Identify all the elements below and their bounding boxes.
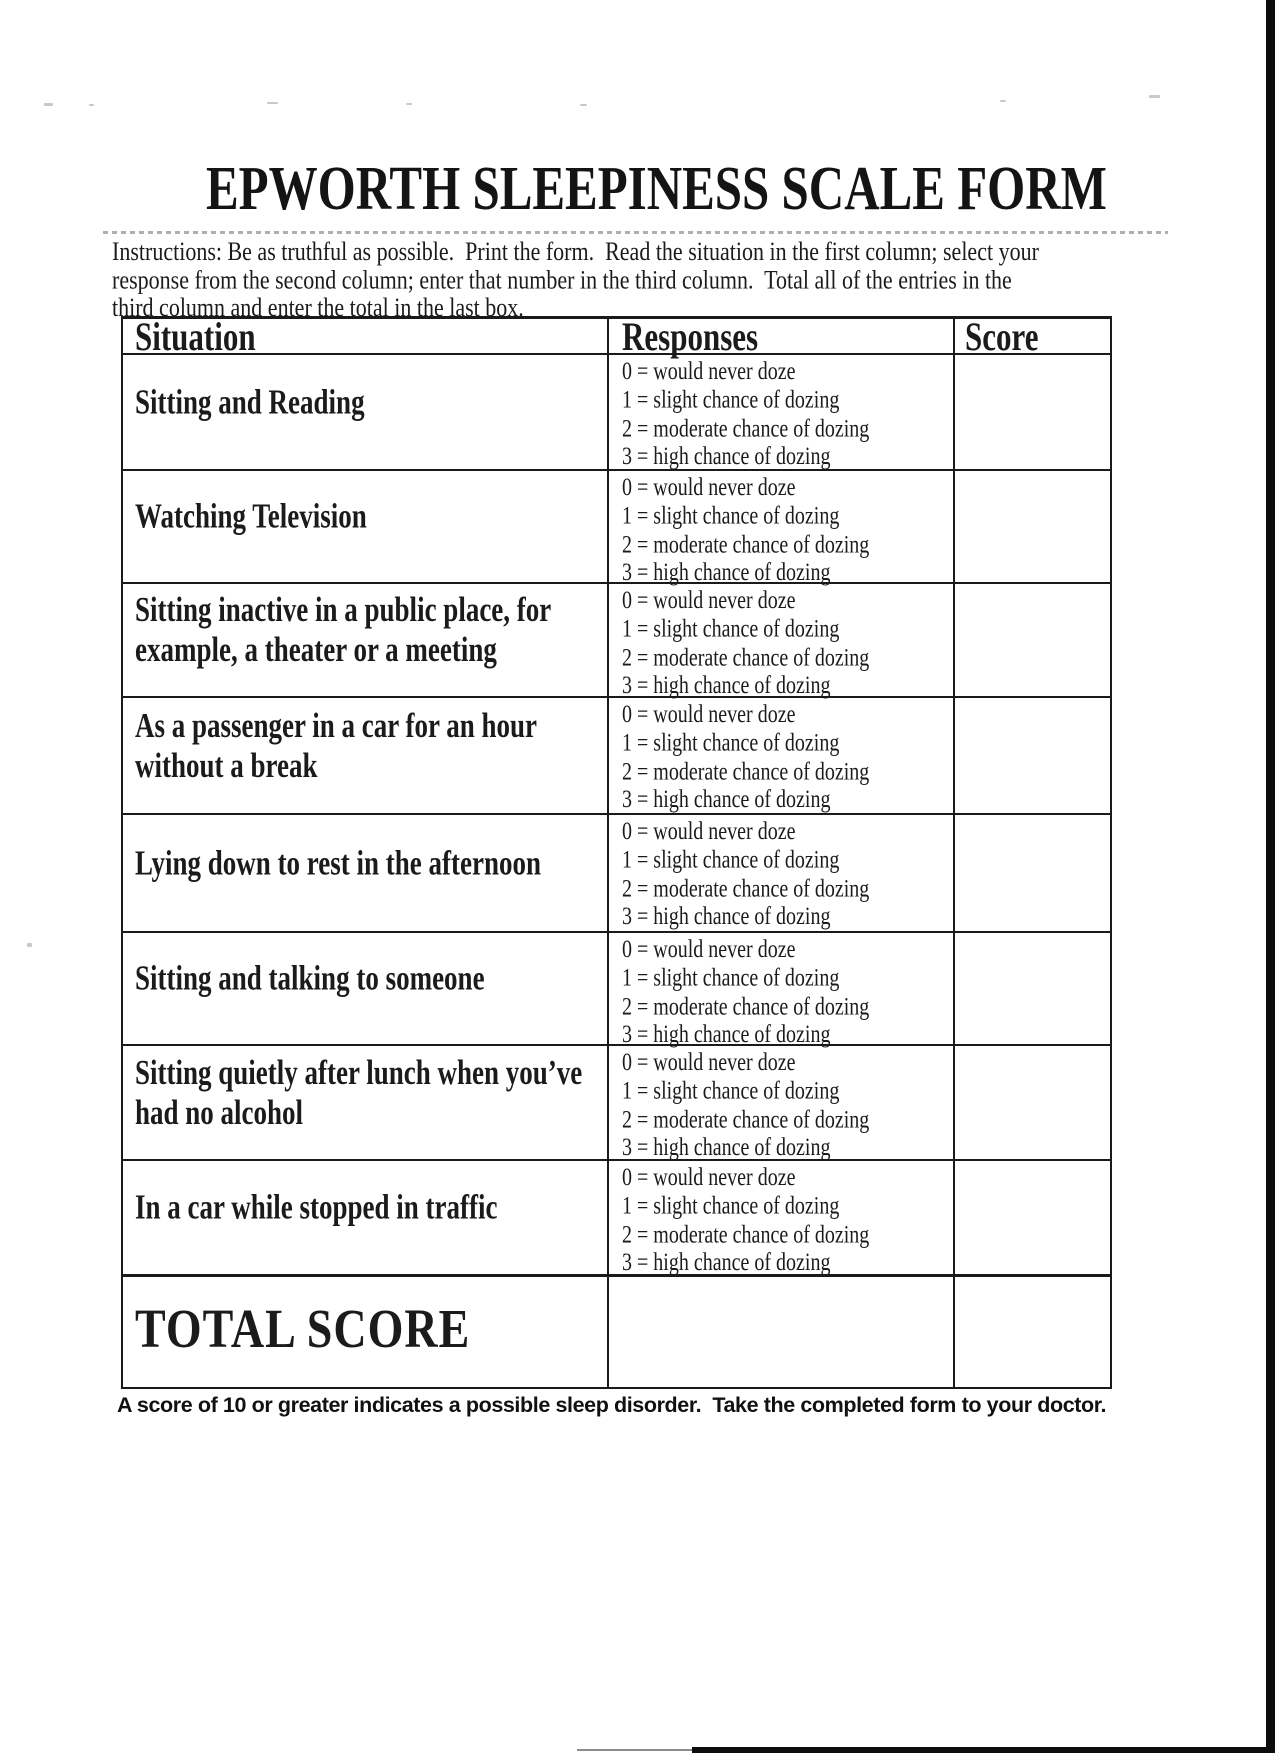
table-body bbox=[123, 353, 1110, 1277]
table-row bbox=[123, 582, 1110, 700]
table-row bbox=[123, 469, 1110, 587]
column-header-responses bbox=[609, 313, 955, 359]
response-option: 2 = moderate chance of dozing bbox=[622, 530, 870, 558]
response-option: 1 = slight chance of dozing bbox=[622, 1191, 840, 1220]
responses-cell bbox=[609, 584, 955, 700]
response-option: 0 = would never doze bbox=[622, 473, 796, 501]
response-option: 3 = high chance of dozing bbox=[622, 442, 831, 471]
response-option: 2 = moderate chance of dozing bbox=[622, 757, 870, 785]
situation-cell bbox=[123, 815, 609, 931]
responses-cell bbox=[609, 933, 955, 1049]
score-cell bbox=[955, 355, 1110, 469]
response-option: 3 = high chance of dozing bbox=[622, 1020, 831, 1049]
response-option: 3 = high chance of dozing bbox=[622, 671, 831, 700]
total-score-label: TOTAL SCORE bbox=[135, 1297, 471, 1359]
response-option: 2 = moderate chance of dozing bbox=[622, 874, 870, 902]
situation-cell bbox=[123, 471, 609, 582]
response-option: 1 = slight chance of dozing bbox=[622, 501, 840, 530]
scan-edge-line-bottom bbox=[692, 1747, 1275, 1753]
situation-cell bbox=[123, 1161, 609, 1274]
score-cell bbox=[955, 698, 1110, 813]
response-options bbox=[609, 698, 953, 814]
response-option: 1 = slight chance of dozing bbox=[622, 728, 840, 757]
response-option: 1 = slight chance of dozing bbox=[622, 385, 840, 414]
page-title: EPWORTH SLEEPINESS SCALE FORM bbox=[206, 153, 1107, 224]
scan-speck bbox=[267, 102, 278, 104]
situation-label: Sitting quietly after lunch when you’ve had no alcohol bbox=[135, 1052, 583, 1132]
situation-cell bbox=[123, 1046, 609, 1159]
footer-note: A score of 10 or greater indicates a possible sleep disorder. Take the completed form to your doctor. bbox=[117, 1393, 1107, 1417]
response-option: 2 = moderate chance of dozing bbox=[622, 1220, 870, 1248]
response-options bbox=[609, 355, 953, 471]
instructions-line: Instructions: Be as truthful as possible. Print the form. Read the situation in the first column; select your bbox=[112, 235, 1039, 266]
table-row bbox=[123, 1044, 1110, 1162]
score-cell bbox=[955, 815, 1110, 931]
column-header-responses-label: Responses bbox=[622, 313, 759, 359]
table-header-row bbox=[123, 313, 1110, 359]
instructions-line: third column and enter the total in the last box. bbox=[112, 292, 524, 323]
response-option: 1 = slight chance of dozing bbox=[622, 963, 840, 992]
responses-cell bbox=[609, 1161, 955, 1277]
response-option: 3 = high chance of dozing bbox=[622, 1248, 831, 1277]
response-option: 0 = would never doze bbox=[622, 935, 796, 963]
epworth-scale-table bbox=[121, 313, 1112, 1389]
situation-cell bbox=[123, 933, 609, 1044]
scan-speck bbox=[44, 103, 53, 106]
responses-cell bbox=[609, 1046, 955, 1162]
table-row bbox=[123, 931, 1110, 1049]
situation-cell bbox=[123, 584, 609, 696]
scan-edge-strip-right bbox=[1266, 0, 1275, 1753]
situation-label: Lying down to rest in the afternoon bbox=[135, 842, 542, 882]
responses-cell bbox=[609, 698, 955, 813]
instructions-line: response from the second column; enter that number in the third column. Total all of the entries in the bbox=[112, 264, 1012, 295]
response-option: 0 = would never doze bbox=[622, 1048, 796, 1076]
response-option: 0 = would never doze bbox=[622, 586, 796, 614]
response-options bbox=[609, 933, 953, 1049]
responses-cell bbox=[609, 355, 955, 469]
table-row bbox=[123, 696, 1110, 813]
total-score-label-cell bbox=[123, 1277, 609, 1387]
column-header-situation bbox=[123, 313, 609, 359]
column-header-score bbox=[955, 313, 1110, 359]
response-option: 0 = would never doze bbox=[622, 700, 796, 728]
situation-label: Sitting inactive in a public place, for example, a theater or a meeting bbox=[135, 589, 551, 669]
table-row bbox=[123, 1159, 1110, 1277]
column-header-situation-label: Situation bbox=[135, 313, 256, 359]
total-score-row bbox=[123, 1274, 1110, 1387]
score-cell bbox=[955, 471, 1110, 582]
response-option: 0 = would never doze bbox=[622, 357, 796, 385]
table-row bbox=[123, 353, 1110, 469]
scan-speck bbox=[580, 104, 587, 106]
score-cell bbox=[955, 933, 1110, 1044]
situation-cell bbox=[123, 698, 609, 813]
situation-cell bbox=[123, 355, 609, 469]
situation-label: Watching Television bbox=[135, 496, 367, 536]
scan-speck bbox=[406, 103, 412, 105]
scan-edge-line-bottom-faint bbox=[577, 1749, 695, 1751]
response-options bbox=[609, 815, 953, 931]
response-option: 1 = slight chance of dozing bbox=[622, 1076, 840, 1105]
response-option: 1 = slight chance of dozing bbox=[622, 845, 840, 874]
situation-label: Sitting and talking to someone bbox=[135, 958, 485, 998]
response-option: 2 = moderate chance of dozing bbox=[622, 643, 870, 671]
response-option: 2 = moderate chance of dozing bbox=[622, 992, 870, 1020]
response-option: 2 = moderate chance of dozing bbox=[622, 1105, 870, 1133]
scan-speck bbox=[27, 943, 32, 947]
response-option: 3 = high chance of dozing bbox=[622, 785, 831, 814]
total-responses-empty-cell bbox=[609, 1277, 955, 1387]
situation-label: As a passenger in a car for an hour without a break bbox=[135, 705, 537, 785]
response-options bbox=[609, 1046, 953, 1162]
scan-speck bbox=[1000, 100, 1006, 102]
situation-label: Sitting and Reading bbox=[135, 381, 365, 421]
responses-cell bbox=[609, 471, 955, 587]
column-header-score-label: Score bbox=[965, 313, 1039, 359]
response-option: 3 = high chance of dozing bbox=[622, 1133, 831, 1162]
score-cell bbox=[955, 1161, 1110, 1274]
response-option: 3 = high chance of dozing bbox=[622, 558, 831, 587]
response-options bbox=[609, 1161, 953, 1277]
response-option: 0 = would never doze bbox=[622, 1163, 796, 1191]
situation-label: In a car while stopped in traffic bbox=[135, 1187, 498, 1227]
scan-speck bbox=[89, 104, 94, 106]
total-score-value-cell bbox=[955, 1277, 1110, 1387]
response-option: 2 = moderate chance of dozing bbox=[622, 414, 870, 442]
responses-cell bbox=[609, 815, 955, 931]
response-option: 1 = slight chance of dozing bbox=[622, 614, 840, 643]
instructions bbox=[112, 237, 1052, 322]
response-option: 3 = high chance of dozing bbox=[622, 902, 831, 931]
response-option: 0 = would never doze bbox=[622, 817, 796, 845]
scan-speck bbox=[1149, 95, 1160, 98]
score-cell bbox=[955, 1046, 1110, 1159]
response-options bbox=[609, 584, 953, 700]
table-row bbox=[123, 813, 1110, 931]
scan-artifact-dotted-line bbox=[103, 231, 1168, 234]
response-options bbox=[609, 471, 953, 587]
score-cell bbox=[955, 584, 1110, 696]
